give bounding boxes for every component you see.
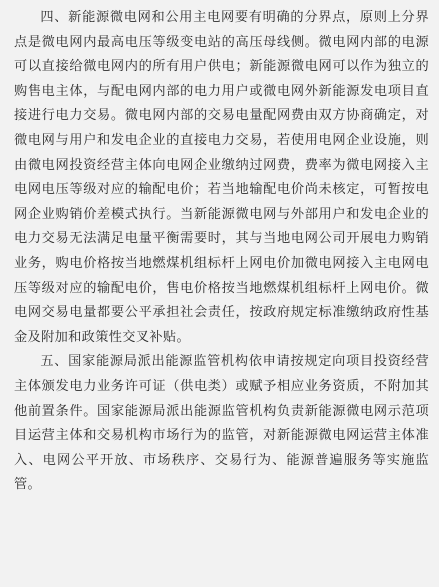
paragraph-item-5: 五、国家能源局派出能源监管机构依申请按规定向项目投资经营主体颁发电力业务许可证（供电类）或赋予相应业务资质，不附加其他前置条件。国家能源局派出能源监管机构负责新能源微电网示范项目运营主体和交易机构市场行为的监管，对新能源微电网运营主体准入、电网公平开放、市场秩序、交易行为、能源普遍服务等实施监管。: [14, 354, 429, 493]
paragraph-item-4: 四、新能源微电网和公用主电网要有明确的分界点，原则上分界点是微电网内最高电压等级变电站的高压母线侧。微电网内部的电源可以直接给微电网内的所有用户供电；新能源微电网可以作为独立的购售电主体，与配电网内部的电力用户或微电网外新能源发电项目直接进行电力交易。微电网内部的交易电量配网费由双方协商确定，对微电网与用户和发电企业的直接电力交易，若使用电网企业设施，则由微电网投资经营主体向电网企业缴纳过网费，费率为微电网接入主电网电压等级对应的输配电价；若当地输配电价尚未核定，可暂按电网企业购销价差模式执行。当新能源微电网与外部用户和发电企业的电力交易无法满足电量平衡需要时，其与当地电网公司开展电力购销业务，购电价格按当地燃煤机组标杆上网电价加微电网接入主电网电压等级对应的输配电价，售电价格按当地燃煤机组标杆上网电价。微电网交易电量都要公平承担社会责任，按政府规定标准缴纳政府性基金及附加和政策性交叉补贴。: [14, 10, 429, 345]
